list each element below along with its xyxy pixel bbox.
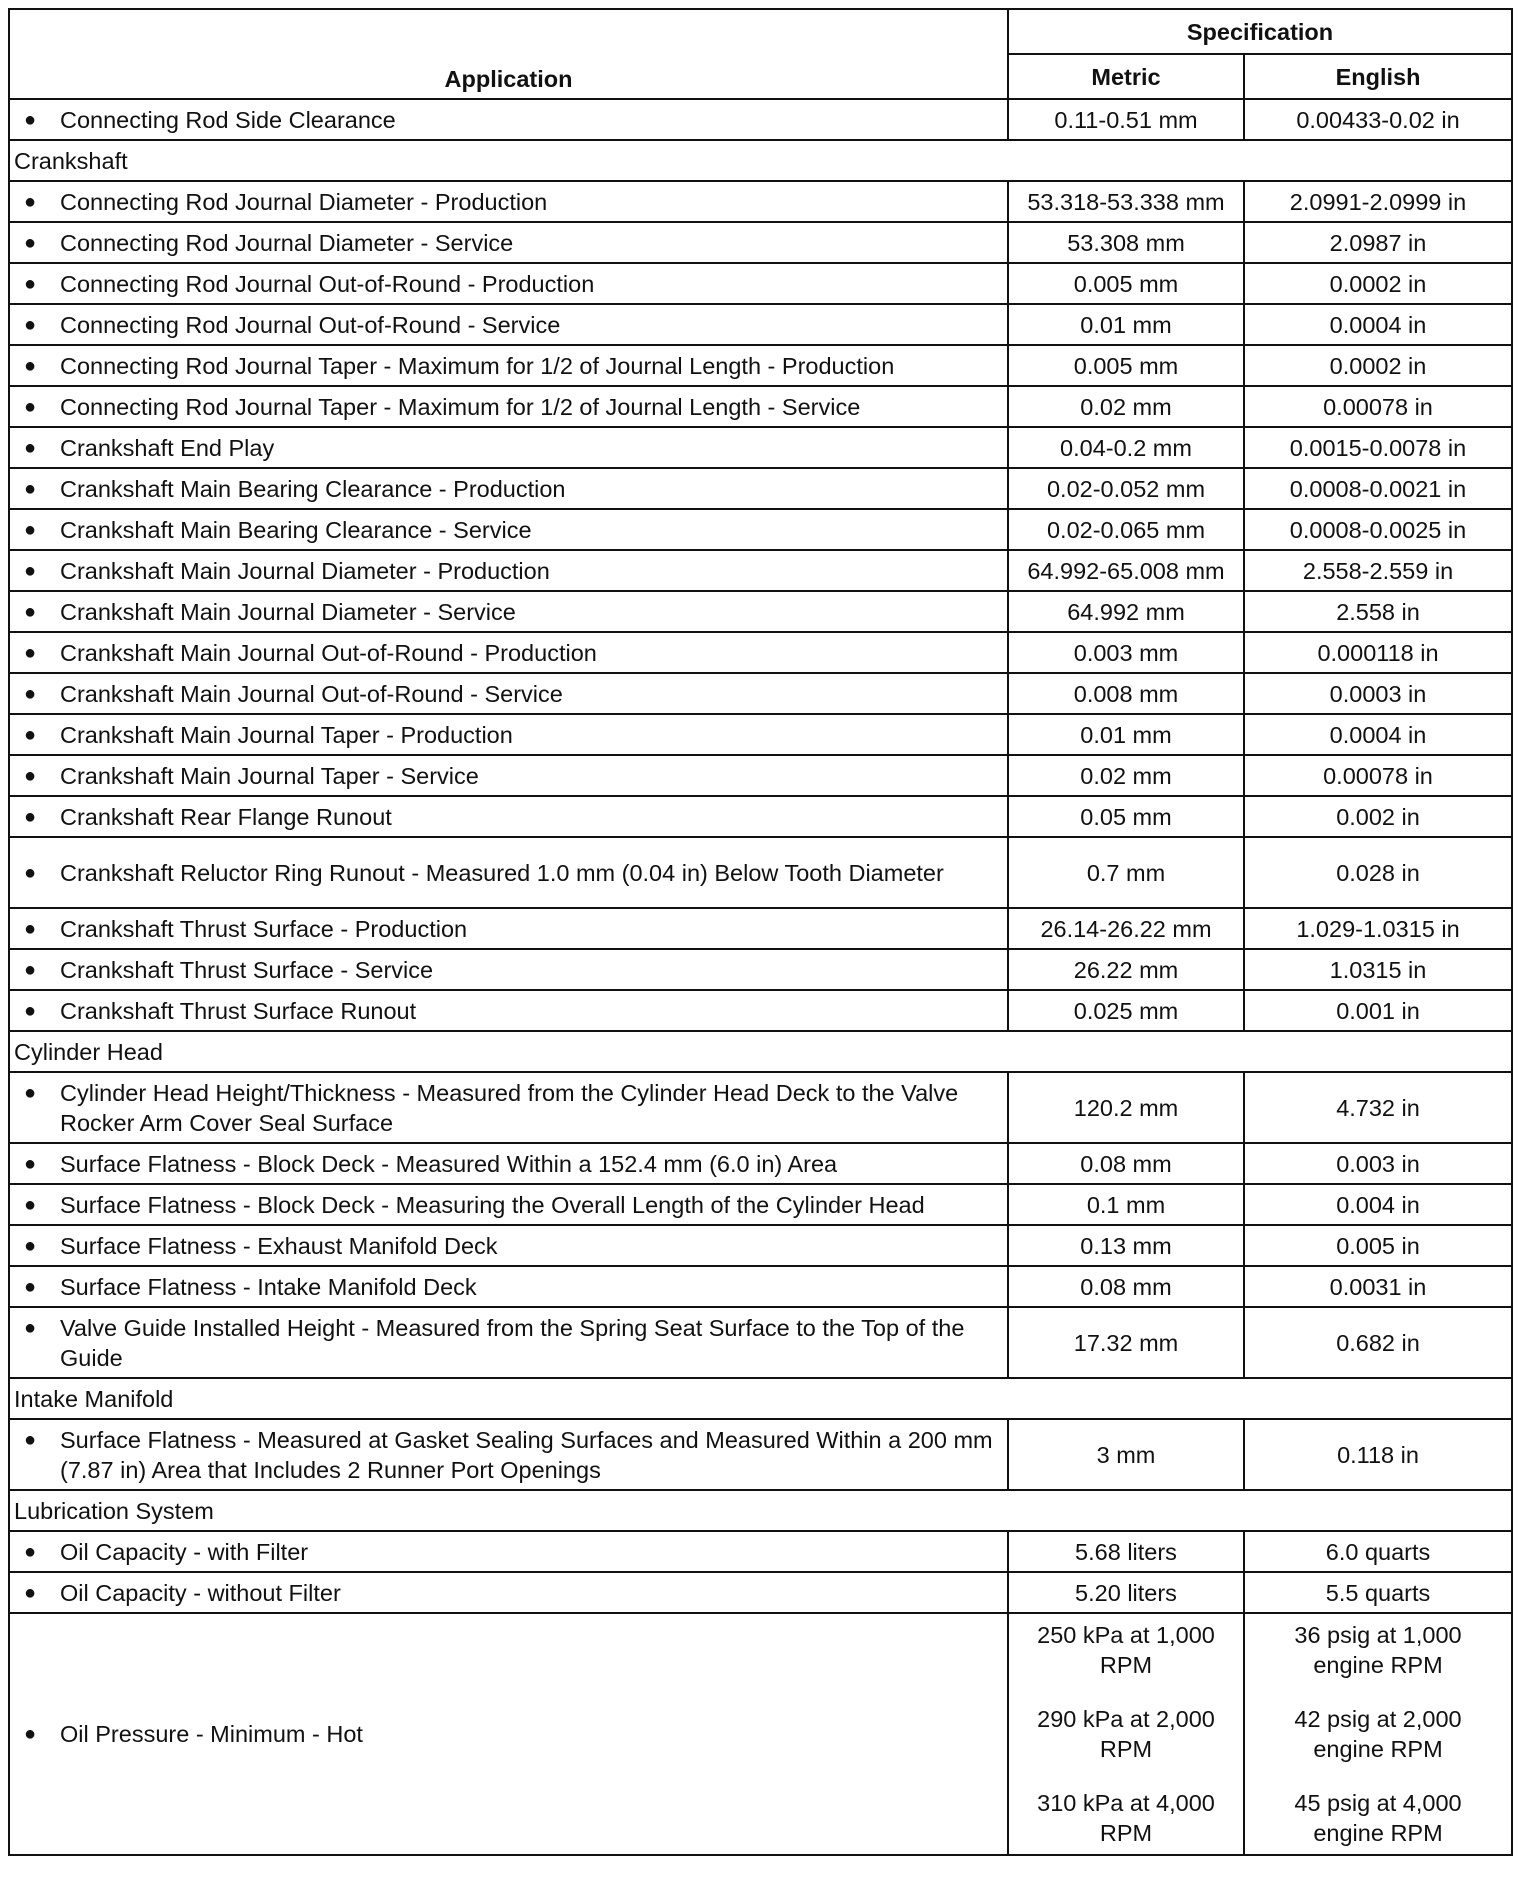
bullet-icon: ●	[24, 313, 37, 336]
application-label: Crankshaft Main Journal Out-of-Round - Production	[60, 639, 597, 666]
bullet-icon: ●	[24, 682, 37, 705]
application-label: Connecting Rod Journal Out-of-Round - Production	[60, 270, 595, 297]
english-value-cell: 4.732 in	[1244, 1072, 1512, 1143]
section-row	[9, 140, 1512, 181]
application-cell	[9, 632, 1008, 673]
application-label: Surface Flatness - Block Deck - Measuring the Overall Length of the Cylinder Head	[60, 1191, 925, 1218]
table-body	[9, 99, 1512, 1855]
english-value-cell: 0.005 in	[1244, 1225, 1512, 1266]
application-label: Connecting Rod Journal Diameter - Production	[60, 188, 548, 215]
english-value-line: 36 psig at 1,000	[1294, 1622, 1462, 1648]
metric-value-cell: 64.992 mm	[1008, 591, 1244, 632]
bullet-icon: ●	[24, 1152, 37, 1175]
english-value-cell: 0.0008-0.0021 in	[1244, 468, 1512, 509]
bullet-icon: ●	[24, 1316, 37, 1339]
application-cell	[9, 949, 1008, 990]
application-label: Connecting Rod Journal Out-of-Round - Service	[60, 311, 561, 338]
section-heading: Cylinder Head	[9, 1031, 1512, 1072]
bullet-icon: ●	[24, 917, 37, 940]
english-value-line: engine RPM	[1313, 1652, 1443, 1678]
metric-value-cell: 0.08 mm	[1008, 1143, 1244, 1184]
application-cell	[9, 1531, 1008, 1572]
table-row	[9, 990, 1512, 1031]
table-row	[9, 1419, 1512, 1490]
bullet-icon: ●	[24, 1428, 37, 1451]
table-row	[9, 1572, 1512, 1613]
bullet-icon: ●	[24, 805, 37, 828]
english-value-line: 45 psig at 4,000	[1294, 1790, 1462, 1816]
table-row	[9, 345, 1512, 386]
application-cell	[9, 99, 1008, 140]
table-row	[9, 796, 1512, 837]
metric-value-cell: 26.14-26.22 mm	[1008, 908, 1244, 949]
application-cell	[9, 1613, 1008, 1855]
metric-value-cell: 0.11-0.51 mm	[1008, 99, 1244, 140]
application-label: Crankshaft End Play	[60, 434, 275, 461]
english-value-cell: 0.003 in	[1244, 1143, 1512, 1184]
english-value-cell: 0.0002 in	[1244, 263, 1512, 304]
application-cell	[9, 755, 1008, 796]
english-value-cell	[1244, 1613, 1512, 1855]
metric-value-cell: 0.04-0.2 mm	[1008, 427, 1244, 468]
table-row	[9, 632, 1512, 673]
application-cell	[9, 673, 1008, 714]
metric-value-line: 250 kPa at 1,000	[1037, 1622, 1215, 1648]
table-row	[9, 304, 1512, 345]
application-cell	[9, 222, 1008, 263]
english-value-cell: 0.0015-0.0078 in	[1244, 427, 1512, 468]
application-label: Surface Flatness - Exhaust Manifold Deck	[60, 1232, 498, 1259]
english-value-cell: 2.0987 in	[1244, 222, 1512, 263]
application-label: Connecting Rod Journal Diameter - Service	[60, 229, 514, 256]
section-row	[9, 1490, 1512, 1531]
english-value-cell: 5.5 quarts	[1244, 1572, 1512, 1613]
bullet-icon: ●	[24, 1540, 37, 1563]
bullet-icon: ●	[24, 999, 37, 1022]
bullet-icon: ●	[24, 272, 37, 295]
application-label: Crankshaft Main Journal Taper - Service	[60, 762, 479, 789]
header-metric: Metric	[1008, 54, 1244, 99]
application-cell	[9, 837, 1008, 908]
bullet-icon: ●	[24, 600, 37, 623]
metric-value-cell: 0.02-0.052 mm	[1008, 468, 1244, 509]
bullet-icon: ●	[24, 190, 37, 213]
table-row	[9, 1072, 1512, 1143]
application-cell	[9, 1184, 1008, 1225]
bullet-icon: ●	[24, 1275, 37, 1298]
metric-value-cell: 0.08 mm	[1008, 1266, 1244, 1307]
application-label: Crankshaft Main Journal Taper - Production	[60, 721, 513, 748]
table-row	[9, 1225, 1512, 1266]
table-row	[9, 1143, 1512, 1184]
application-label: Connecting Rod Journal Taper - Maximum for 1/2 of Journal Length - Service	[60, 393, 861, 420]
english-value-cell: 0.0004 in	[1244, 304, 1512, 345]
application-label: Cylinder Head Height/Thickness - Measured from the Cylinder Head Deck to the Valve Rocker Arm Cover Seal Surface	[60, 1079, 959, 1136]
bullet-icon: ●	[24, 1081, 37, 1104]
bullet-icon: ●	[24, 1723, 37, 1745]
english-value-cell: 2.558-2.559 in	[1244, 550, 1512, 591]
table-row	[9, 591, 1512, 632]
application-cell	[9, 263, 1008, 304]
english-value-cell: 0.682 in	[1244, 1307, 1512, 1378]
table-row	[9, 1307, 1512, 1378]
application-cell	[9, 427, 1008, 468]
application-label: Surface Flatness - Block Deck - Measured Within a 152.4 mm (6.0 in) Area	[60, 1150, 838, 1177]
metric-value-cell: 0.7 mm	[1008, 837, 1244, 908]
header-application: Application	[9, 9, 1008, 99]
english-value-cell: 0.001 in	[1244, 990, 1512, 1031]
application-cell	[9, 1266, 1008, 1307]
english-value-cell: 0.00078 in	[1244, 386, 1512, 427]
metric-value-cell: 0.02 mm	[1008, 386, 1244, 427]
table-row	[9, 427, 1512, 468]
application-label: Oil Capacity - with Filter	[60, 1538, 309, 1565]
english-value-cell: 0.0002 in	[1244, 345, 1512, 386]
table-row	[9, 1184, 1512, 1225]
header-english: English	[1244, 54, 1512, 99]
table-row	[9, 949, 1512, 990]
english-value-cell: 0.118 in	[1244, 1419, 1512, 1490]
application-label: Crankshaft Thrust Surface - Service	[60, 956, 434, 983]
application-label: Crankshaft Main Bearing Clearance - Production	[60, 475, 566, 502]
application-label: Crankshaft Main Journal Diameter - Service	[60, 598, 516, 625]
application-label: Crankshaft Rear Flange Runout	[60, 803, 392, 830]
metric-value-cell: 26.22 mm	[1008, 949, 1244, 990]
metric-value-cell: 0.05 mm	[1008, 796, 1244, 837]
application-cell	[9, 345, 1008, 386]
metric-value-line: RPM	[1099, 1820, 1153, 1846]
english-value-cell: 0.0004 in	[1244, 714, 1512, 755]
metric-value-line: RPM	[1099, 1736, 1153, 1762]
english-value-line: engine RPM	[1313, 1820, 1443, 1846]
bullet-icon: ●	[24, 108, 37, 131]
application-cell	[9, 304, 1008, 345]
application-cell	[9, 386, 1008, 427]
metric-value-cell: 0.008 mm	[1008, 673, 1244, 714]
application-cell	[9, 908, 1008, 949]
table-row	[9, 550, 1512, 591]
bullet-icon: ●	[24, 395, 37, 418]
specification-table	[8, 8, 1513, 1856]
table-row	[9, 837, 1512, 908]
english-value-cell: 0.0031 in	[1244, 1266, 1512, 1307]
english-value-cell: 0.00433-0.02 in	[1244, 99, 1512, 140]
english-value-cell: 1.029-1.0315 in	[1244, 908, 1512, 949]
bullet-icon: ●	[24, 861, 37, 884]
application-label: Valve Guide Installed Height - Measured from the Spring Seat Surface to the Top of the Guide	[60, 1314, 965, 1371]
metric-value-cell: 0.005 mm	[1008, 345, 1244, 386]
application-cell	[9, 550, 1008, 591]
section-heading: Crankshaft	[9, 140, 1512, 181]
application-cell	[9, 181, 1008, 222]
english-value-cell: 0.028 in	[1244, 837, 1512, 908]
application-cell	[9, 1419, 1008, 1490]
application-cell	[9, 468, 1008, 509]
application-label: Connecting Rod Journal Taper - Maximum for 1/2 of Journal Length - Production	[60, 352, 895, 379]
metric-value-cell: 0.003 mm	[1008, 632, 1244, 673]
application-label: Crankshaft Main Journal Out-of-Round - Service	[60, 680, 563, 707]
metric-value-cell	[1008, 1613, 1244, 1855]
bullet-icon: ●	[24, 641, 37, 664]
application-label: Surface Flatness - Measured at Gasket Sealing Surfaces and Measured Within a 200 mm (7.87 in) Area that Includes 2 Runner Port Openings	[60, 1426, 993, 1483]
application-cell	[9, 990, 1008, 1031]
metric-value-cell: 0.01 mm	[1008, 304, 1244, 345]
metric-value-cell: 0.1 mm	[1008, 1184, 1244, 1225]
application-label: Crankshaft Thrust Surface - Production	[60, 915, 468, 942]
english-value-cell: 1.0315 in	[1244, 949, 1512, 990]
table-row	[9, 468, 1512, 509]
bullet-icon: ●	[24, 477, 37, 500]
bullet-icon: ●	[24, 518, 37, 541]
english-value-cell: 0.002 in	[1244, 796, 1512, 837]
application-label: Crankshaft Reluctor Ring Runout - Measured 1.0 mm (0.04 in) Below Tooth Diameter	[60, 859, 944, 886]
application-cell	[9, 1143, 1008, 1184]
application-cell	[9, 1572, 1008, 1613]
bullet-icon: ●	[24, 1234, 37, 1257]
application-cell	[9, 714, 1008, 755]
metric-value-cell: 0.01 mm	[1008, 714, 1244, 755]
english-value-line: engine RPM	[1313, 1736, 1443, 1762]
table-row	[9, 222, 1512, 263]
table-row	[9, 386, 1512, 427]
bullet-icon: ●	[24, 231, 37, 254]
application-cell	[9, 1072, 1008, 1143]
metric-value-cell: 5.68 liters	[1008, 1531, 1244, 1572]
application-label: Oil Capacity - without Filter	[60, 1579, 341, 1606]
metric-value-line: RPM	[1099, 1652, 1153, 1678]
bullet-icon: ●	[24, 958, 37, 981]
metric-value-cell: 53.308 mm	[1008, 222, 1244, 263]
table-row	[9, 99, 1512, 140]
application-cell	[9, 1307, 1008, 1378]
english-value-cell: 0.0008-0.0025 in	[1244, 509, 1512, 550]
section-row	[9, 1378, 1512, 1419]
metric-value-cell: 0.025 mm	[1008, 990, 1244, 1031]
metric-value-cell: 53.318-53.338 mm	[1008, 181, 1244, 222]
application-cell	[9, 591, 1008, 632]
table-row	[9, 263, 1512, 304]
english-value-cell: 0.0003 in	[1244, 673, 1512, 714]
header-specification: Specification	[1008, 9, 1512, 54]
bullet-icon: ●	[24, 354, 37, 377]
application-label: Oil Pressure - Minimum - Hot	[60, 1721, 363, 1747]
application-label: Crankshaft Main Journal Diameter - Production	[60, 557, 550, 584]
metric-value-cell: 0.02 mm	[1008, 755, 1244, 796]
bullet-icon: ●	[24, 1581, 37, 1604]
bullet-icon: ●	[24, 723, 37, 746]
english-value-cell: 2.0991-2.0999 in	[1244, 181, 1512, 222]
table-row	[9, 509, 1512, 550]
table-row	[9, 714, 1512, 755]
table-row	[9, 755, 1512, 796]
application-cell	[9, 1225, 1008, 1266]
english-value-cell: 6.0 quarts	[1244, 1531, 1512, 1572]
table-row	[9, 181, 1512, 222]
metric-value-cell: 120.2 mm	[1008, 1072, 1244, 1143]
bullet-icon: ●	[24, 436, 37, 459]
metric-value-cell: 0.13 mm	[1008, 1225, 1244, 1266]
table-row	[9, 1531, 1512, 1572]
english-value-cell: 0.00078 in	[1244, 755, 1512, 796]
metric-value-cell: 3 mm	[1008, 1419, 1244, 1490]
application-label: Crankshaft Main Bearing Clearance - Service	[60, 516, 532, 543]
table-row	[9, 908, 1512, 949]
bullet-icon: ●	[24, 1193, 37, 1216]
table-row	[9, 1266, 1512, 1307]
application-label: Crankshaft Thrust Surface Runout	[60, 997, 417, 1024]
metric-value-cell: 0.005 mm	[1008, 263, 1244, 304]
english-value-cell: 0.000118 in	[1244, 632, 1512, 673]
bullet-icon: ●	[24, 764, 37, 787]
application-label: Connecting Rod Side Clearance	[60, 106, 396, 133]
section-heading: Intake Manifold	[9, 1378, 1512, 1419]
metric-value-line: 310 kPa at 4,000	[1037, 1790, 1215, 1816]
application-label: Surface Flatness - Intake Manifold Deck	[60, 1273, 477, 1300]
english-value-line: 42 psig at 2,000	[1294, 1706, 1462, 1732]
table-row	[9, 1613, 1512, 1855]
english-value-cell: 2.558 in	[1244, 591, 1512, 632]
section-row	[9, 1031, 1512, 1072]
metric-value-cell: 0.02-0.065 mm	[1008, 509, 1244, 550]
section-heading: Lubrication System	[9, 1490, 1512, 1531]
english-value-cell: 0.004 in	[1244, 1184, 1512, 1225]
metric-value-line: 290 kPa at 2,000	[1037, 1706, 1215, 1732]
application-cell	[9, 796, 1008, 837]
application-cell	[9, 509, 1008, 550]
metric-value-cell: 64.992-65.008 mm	[1008, 550, 1244, 591]
table-row	[9, 673, 1512, 714]
metric-value-cell: 5.20 liters	[1008, 1572, 1244, 1613]
metric-value-cell: 17.32 mm	[1008, 1307, 1244, 1378]
bullet-icon: ●	[24, 559, 37, 582]
